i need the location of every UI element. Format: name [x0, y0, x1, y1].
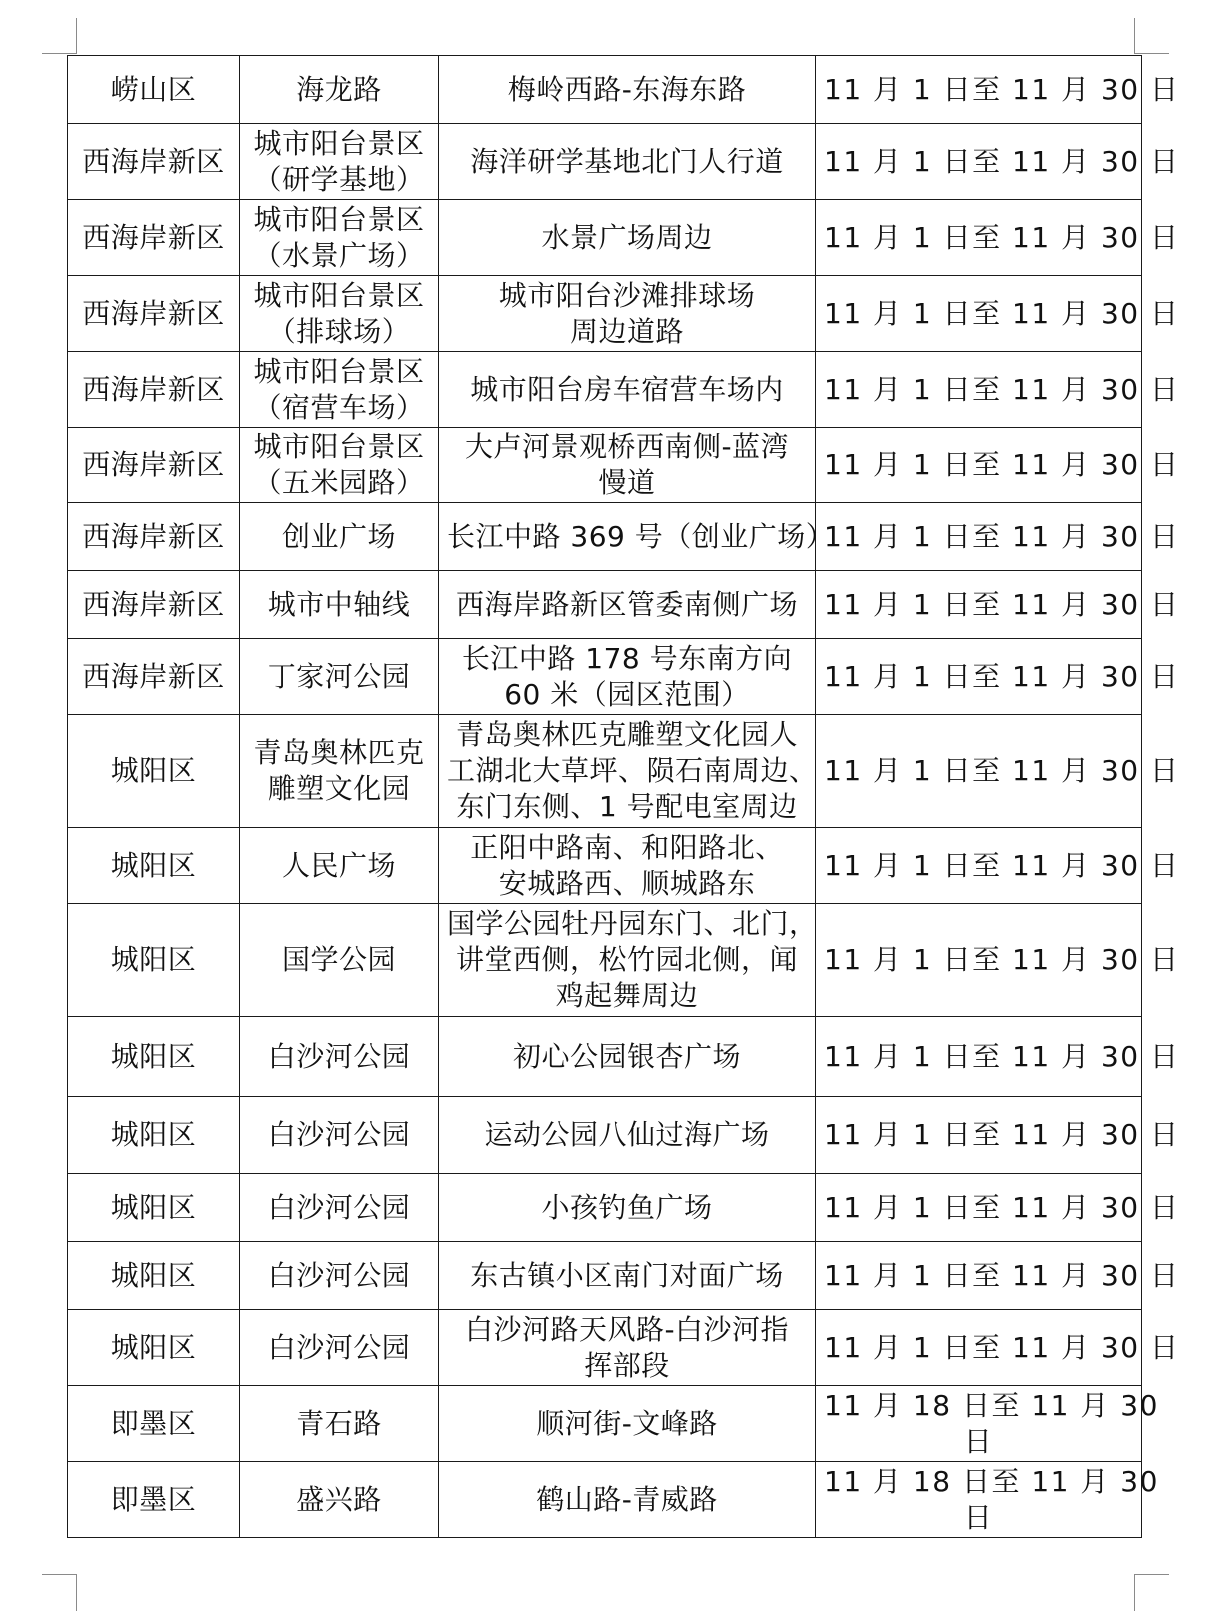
- crop-mark-bottom-right-h: [1134, 1574, 1169, 1575]
- date-range-cell: [816, 124, 1180, 200]
- site-cell-line: 白沙河公园: [267, 1330, 411, 1364]
- date-range-cell: [816, 1174, 1180, 1242]
- district-cell-line: 即墨区: [110, 1482, 197, 1516]
- table-row: [68, 715, 1142, 828]
- date-range-cell: [816, 1386, 1159, 1462]
- site-cell: [240, 56, 439, 124]
- site-cell: [240, 904, 439, 1017]
- district-cell: [68, 200, 240, 276]
- district-cell: [68, 56, 240, 124]
- date-range-cell: [816, 571, 1180, 639]
- location-cell-line: 梅岭西路-东海东路: [507, 72, 747, 106]
- site-cell-line: 白沙河公园: [267, 1258, 411, 1292]
- table-row: [68, 428, 1142, 503]
- site-cell: [240, 828, 439, 904]
- location-cell-line: 安城路西、顺城路东: [498, 866, 756, 900]
- district-cell-line: 城阳区: [110, 848, 197, 882]
- location-cell-line: 大卢河景观桥西南侧-蓝湾: [464, 430, 790, 463]
- location-cell-line: 周边道路: [569, 314, 684, 348]
- location-cell: [439, 1174, 816, 1242]
- site-cell-line: 青岛奥林匹克: [253, 736, 425, 769]
- location-cell: [439, 1462, 816, 1538]
- district-cell: [68, 276, 240, 352]
- site-cell: [240, 1017, 439, 1097]
- date-range-cell: [816, 639, 1180, 715]
- site-cell-line: （水景广场）: [253, 238, 425, 272]
- date-range-cell-line: 11 月 1 日至 11 月 30 日: [824, 754, 1180, 787]
- district-cell: [68, 828, 240, 904]
- district-cell: [68, 715, 240, 828]
- date-range-cell-line: 11 月 1 日至 11 月 30 日: [824, 1118, 1180, 1151]
- site-cell: [240, 352, 439, 428]
- location-cell-line: 东古镇小区南门对面广场: [470, 1258, 784, 1292]
- date-range-cell: [816, 56, 1180, 124]
- table-row: [68, 1242, 1142, 1310]
- date-range-cell: [816, 1462, 1159, 1538]
- district-cell-line: 城阳区: [110, 1258, 197, 1292]
- district-cell-line: 城阳区: [110, 943, 197, 976]
- location-cell: [439, 571, 816, 639]
- date-range-cell-line: 11 月 18 日至 11 月 30: [824, 1464, 1159, 1498]
- location-cell-line: 海洋研学基地北门人行道: [470, 144, 784, 178]
- district-cell: [68, 428, 240, 503]
- location-cell-line: 白沙河路天风路-白沙河指: [464, 1312, 790, 1346]
- date-range-cell-line: 11 月 1 日至 11 月 30 日: [824, 519, 1180, 553]
- district-cell-line: 西海岸新区: [82, 587, 225, 621]
- location-cell-line: 顺河街-文峰路: [536, 1406, 718, 1440]
- table-row: [68, 1462, 1142, 1538]
- date-range-cell: [816, 828, 1180, 904]
- location-cell-line: 慢道: [598, 466, 656, 499]
- table-row: [68, 200, 1142, 276]
- table-row: [68, 828, 1142, 904]
- table-row: [68, 639, 1142, 715]
- site-cell: [240, 124, 439, 200]
- district-cell-line: 城阳区: [110, 1190, 197, 1224]
- district-cell: [68, 1310, 240, 1386]
- district-cell: [68, 1386, 240, 1462]
- site-cell-line: （排球场）: [267, 314, 411, 348]
- site-cell-line: 城市阳台景区: [253, 126, 425, 160]
- date-range-cell-line: 11 月 1 日至 11 月 30 日: [824, 1039, 1180, 1073]
- table-row: [68, 1386, 1142, 1462]
- date-range-cell: [816, 428, 1180, 503]
- location-cell: [439, 1386, 816, 1462]
- date-range-cell: [816, 1310, 1180, 1386]
- location-cell: [439, 200, 816, 276]
- location-cell-line: 小孩钓鱼广场: [541, 1190, 713, 1224]
- site-cell-line: 丁家河公园: [267, 659, 411, 693]
- location-cell-line: 青岛奥林匹克雕塑文化园人: [455, 718, 798, 751]
- crop-mark-bottom-left-h: [42, 1574, 77, 1575]
- district-cell: [68, 503, 240, 571]
- date-range-cell-line: 11 月 1 日至 11 月 30 日: [824, 848, 1180, 882]
- site-cell: [240, 1242, 439, 1310]
- date-range-cell-line: 日: [963, 1424, 994, 1458]
- location-cell: [439, 428, 816, 503]
- crop-mark-bottom-left-v: [76, 1574, 77, 1611]
- district-cell-line: 西海岸新区: [82, 372, 225, 406]
- site-cell-line: 城市阳台景区: [253, 354, 425, 388]
- date-range-cell-line: 11 月 1 日至 11 月 30 日: [824, 296, 1180, 330]
- site-cell: [240, 200, 439, 276]
- district-cell: [68, 904, 240, 1017]
- site-cell: [240, 639, 439, 715]
- site-cell-line: 创业广场: [281, 519, 396, 553]
- location-cell: [439, 1310, 816, 1386]
- district-cell: [68, 639, 240, 715]
- district-cell-line: 城阳区: [110, 1039, 197, 1073]
- district-cell: [68, 352, 240, 428]
- site-cell: [240, 715, 439, 828]
- location-cell-line: 西海岸路新区管委南侧广场: [455, 587, 798, 621]
- date-range-cell-line: 11 月 1 日至 11 月 30 日: [824, 72, 1180, 106]
- location-cell: [439, 828, 816, 904]
- site-cell-line: 白沙河公园: [267, 1190, 411, 1224]
- date-range-cell-line: 日: [963, 1500, 994, 1534]
- date-range-cell: [816, 1017, 1180, 1097]
- date-range-cell-line: 11 月 1 日至 11 月 30 日: [824, 1190, 1180, 1224]
- site-cell: [240, 428, 439, 503]
- district-cell-line: 西海岸新区: [82, 659, 225, 693]
- site-cell: [240, 1386, 439, 1462]
- date-range-cell: [816, 1097, 1180, 1174]
- site-cell: [240, 1174, 439, 1242]
- location-cell: [439, 276, 816, 352]
- date-range-cell: [816, 1242, 1180, 1310]
- date-range-cell-line: 11 月 1 日至 11 月 30 日: [824, 144, 1180, 178]
- site-cell: [240, 503, 439, 571]
- crop-mark-top-right-h: [1134, 53, 1169, 54]
- site-cell-line: 人民广场: [281, 848, 396, 882]
- date-range-cell: [816, 904, 1180, 1017]
- table-row: [68, 503, 1142, 571]
- location-cell: [439, 124, 816, 200]
- date-range-cell-line: 11 月 1 日至 11 月 30 日: [824, 1258, 1180, 1292]
- date-range-cell-line: 11 月 1 日至 11 月 30 日: [824, 943, 1180, 976]
- site-cell-line: （宿营车场）: [253, 390, 425, 424]
- location-cell: [439, 1097, 816, 1174]
- site-cell-line: （研学基地）: [253, 162, 425, 196]
- site-cell: [240, 1097, 439, 1174]
- district-cell-line: 西海岸新区: [82, 296, 225, 330]
- location-cell-line: 水景广场周边: [541, 220, 713, 254]
- district-cell: [68, 1017, 240, 1097]
- date-range-cell-line: 11 月 1 日至 11 月 30 日: [824, 372, 1180, 406]
- location-cell: [439, 1017, 816, 1097]
- table-row: [68, 1097, 1142, 1174]
- location-cell-line: 东门东侧、1 号配电室周边: [456, 790, 798, 823]
- site-cell-line: 雕塑文化园: [267, 772, 411, 805]
- site-cell-line: 国学公园: [281, 943, 396, 976]
- table-row: [68, 1310, 1142, 1386]
- schedule-table: [67, 55, 1180, 1538]
- table-row: [68, 56, 1142, 124]
- location-cell-line: 鸡起舞周边: [555, 979, 699, 1012]
- location-cell-line: 鹤山路-青威路: [536, 1482, 718, 1516]
- schedule-table-body: [68, 56, 1180, 1538]
- location-cell-line: 长江中路 369 号（创业广场）: [447, 519, 835, 553]
- location-cell: [439, 503, 835, 571]
- table-row: [68, 571, 1142, 639]
- site-cell: [240, 1310, 439, 1386]
- district-cell-line: 西海岸新区: [82, 519, 225, 553]
- location-cell-line: 60 米（园区范围）: [504, 677, 750, 711]
- site-cell-line: 城市阳台景区: [253, 430, 425, 463]
- location-cell: [439, 715, 816, 828]
- table-row: [68, 1017, 1142, 1097]
- date-range-cell-line: 11 月 1 日至 11 月 30 日: [824, 587, 1180, 621]
- district-cell-line: 西海岸新区: [82, 144, 225, 178]
- site-cell: [240, 276, 439, 352]
- district-cell-line: 西海岸新区: [82, 220, 225, 254]
- district-cell-line: 西海岸新区: [82, 448, 225, 481]
- site-cell-line: 盛兴路: [296, 1482, 382, 1516]
- location-cell-line: 初心公园银杏广场: [512, 1039, 741, 1073]
- date-range-cell-line: 11 月 1 日至 11 月 30 日: [824, 220, 1180, 254]
- date-range-cell-line: 11 月 1 日至 11 月 30 日: [824, 448, 1180, 481]
- district-cell-line: 城阳区: [110, 1118, 197, 1151]
- district-cell-line: 城阳区: [110, 754, 197, 787]
- date-range-cell: [816, 200, 1180, 276]
- site-cell-line: 城市中轴线: [267, 587, 411, 621]
- district-cell: [68, 1097, 240, 1174]
- date-range-cell-line: 11 月 1 日至 11 月 30 日: [824, 659, 1180, 693]
- district-cell: [68, 124, 240, 200]
- district-cell: [68, 1462, 240, 1538]
- location-cell: [439, 352, 816, 428]
- site-cell-line: 城市阳台景区: [253, 278, 425, 312]
- site-cell: [240, 1462, 439, 1538]
- table-row: [68, 276, 1142, 352]
- location-cell-line: 国学公园牡丹园东门、北门，: [447, 907, 818, 940]
- location-cell: [439, 56, 816, 124]
- location-cell: [439, 639, 816, 715]
- date-range-cell: [816, 715, 1180, 828]
- site-cell-line: （五米园路）: [253, 466, 425, 499]
- district-cell: [68, 571, 240, 639]
- table-row: [68, 1174, 1142, 1242]
- site-cell-line: 海龙路: [296, 72, 382, 106]
- crop-mark-top-right-v: [1134, 18, 1135, 54]
- location-cell-line: 工湖北大草坪、陨石南周边、: [447, 754, 818, 787]
- location-cell-line: 城市阳台房车宿营车场内: [470, 372, 784, 406]
- site-cell: [240, 571, 439, 639]
- date-range-cell: [816, 276, 1180, 352]
- location-cell-line: 正阳中路南、和阳路北、: [470, 830, 784, 864]
- table-row: [68, 352, 1142, 428]
- location-cell: [439, 1242, 816, 1310]
- district-cell-line: 崂山区: [110, 72, 197, 106]
- location-cell-line: 长江中路 178 号东南方向: [461, 641, 793, 675]
- district-cell: [68, 1174, 240, 1242]
- location-cell: [439, 904, 816, 1017]
- district-cell: [68, 1242, 240, 1310]
- location-cell-line: 讲堂西侧，松竹园北侧，闻: [455, 943, 798, 976]
- date-range-cell-line: 11 月 18 日至 11 月 30: [824, 1388, 1159, 1422]
- date-range-cell-line: 11 月 1 日至 11 月 30 日: [824, 1330, 1180, 1364]
- location-cell-line: 城市阳台沙滩排球场: [498, 278, 756, 312]
- site-cell-line: 城市阳台景区: [253, 202, 425, 236]
- district-cell-line: 即墨区: [110, 1406, 197, 1440]
- table-row: [68, 904, 1142, 1017]
- date-range-cell: [816, 352, 1180, 428]
- table-row: [68, 124, 1142, 200]
- site-cell-line: 白沙河公园: [267, 1118, 411, 1151]
- location-cell-line: 挥部段: [584, 1348, 670, 1382]
- crop-mark-top-left-v: [76, 18, 77, 54]
- site-cell-line: 白沙河公园: [267, 1039, 411, 1073]
- date-range-cell: [816, 503, 1180, 571]
- crop-mark-top-left-h: [42, 53, 77, 54]
- district-cell-line: 城阳区: [110, 1330, 197, 1364]
- location-cell-line: 运动公园八仙过海广场: [484, 1118, 770, 1151]
- crop-mark-bottom-right-v: [1134, 1574, 1135, 1611]
- site-cell-line: 青石路: [296, 1406, 382, 1440]
